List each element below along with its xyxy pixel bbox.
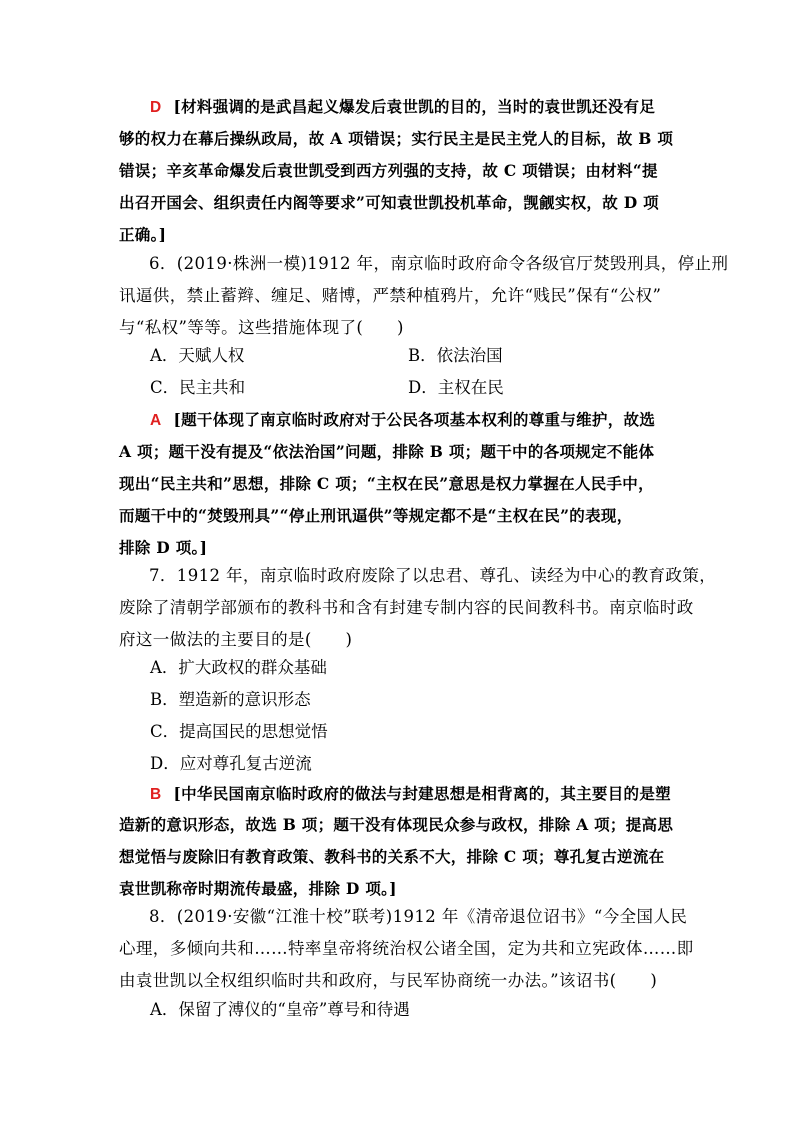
option-a: A．保留了溥仪的“皇帝”尊号和待遇 <box>150 1000 410 1019</box>
question-line: 讯逼供，禁止蓄辫、缠足、赌博，严禁种植鸦片，允许“贱民”保有“公权” <box>119 286 662 305</box>
option-c: C．提高国民的思想觉悟 <box>150 722 328 741</box>
explanation-line: 错误；辛亥革命爆发后袁世凯受到西方列强的支持，故 C 项错误；由材料“提 <box>119 161 658 180</box>
explanation-line: B [中华民国南京临时政府的做法与封建思想是相背离的，其主要目的是塑 <box>150 778 671 810</box>
explanation-line: D [材料强调的是武昌起义爆发后袁世凯的目的，当时的袁世凯还没有足 <box>150 91 655 123</box>
explanation-line: 想觉悟与废除旧有教育政策、教科书的关系不大，排除 C 项；尊孔复古逆流在 <box>119 847 665 866</box>
answer-letter: B <box>150 786 162 803</box>
explanation-line: 出召开国会、组织责任内阁等要求”可知袁世凯投机革命，觊觎实权，故 D 项 <box>119 193 659 212</box>
question-line: 废除了清朝学部颁布的教科书和含有封建专制内容的民间教科书。南京临时政 <box>119 598 694 617</box>
explanation-line: A [题干体现了南京临时政府对于公民各项基本权利的尊重与维护，故选 <box>150 404 655 436</box>
option-a: A．扩大政权的群众基础 <box>150 658 327 677</box>
option-d: D．应对尊孔复古逆流 <box>150 754 312 773</box>
question-line: 府这一做法的主要目的是( ) <box>119 630 353 649</box>
explanation-line: 现出“民主共和”思想，排除 C 项；“主权在民”意思是权力掌握在人民手中， <box>119 474 654 493</box>
question-line: 与“私权”等等。这些措施体现了( ) <box>119 318 404 337</box>
explanation-line: 袁世凯称帝时期流传最盛，排除 D 项。] <box>119 879 397 898</box>
explanation-line: 而题干中的“焚毁刑具”“停止刑讯逼供”等规定都不是“主权在民”的表现， <box>119 506 633 525</box>
explanation-line: 正确。] <box>119 225 167 244</box>
answer-letter: A <box>150 412 162 429</box>
option-b: B．塑造新的意识形态 <box>150 690 311 709</box>
option-b: B．依法治国 <box>408 346 503 365</box>
explanation-line: A 项；题干没有提及“依法治国”问题，排除 B 项；题干中的各项规定不能体 <box>119 442 655 461</box>
explanation-line: 造新的意识形态，故选 B 项；题干没有体现民众参与政权，排除 A 项；提高思 <box>119 815 674 834</box>
question-line: 8．(2019·安徽“江淮十校”联考)1912 年《清帝退位诏书》“今全国人民 <box>149 907 688 926</box>
option-c: C．民主共和 <box>150 378 246 397</box>
question-line: 由袁世凯以全权组织临时共和政府，与民军协商统一办法。”该诏书( ) <box>119 971 658 990</box>
question-line: 7．1912 年，南京临时政府废除了以忠君、尊孔、读经为中心的教育政策， <box>149 566 717 585</box>
explanation-line: 够的权力在幕后操纵政局，故 A 项错误；实行民主是民主党人的目标，故 B 项 <box>119 129 674 148</box>
question-line: 6．(2019·株洲一模)1912 年，南京临时政府命令各级官厅焚毁刑具，停止刑 <box>149 254 729 273</box>
option-a: A．天赋人权 <box>150 346 245 365</box>
explanation-line: 排除 D 项。] <box>119 538 208 557</box>
option-d: D．主权在民 <box>408 378 504 397</box>
question-line: 心理，多倾向共和……特率皇帝将统治权公诸全国，定为共和立宪政体……即 <box>119 939 694 958</box>
answer-letter: D <box>150 99 162 116</box>
